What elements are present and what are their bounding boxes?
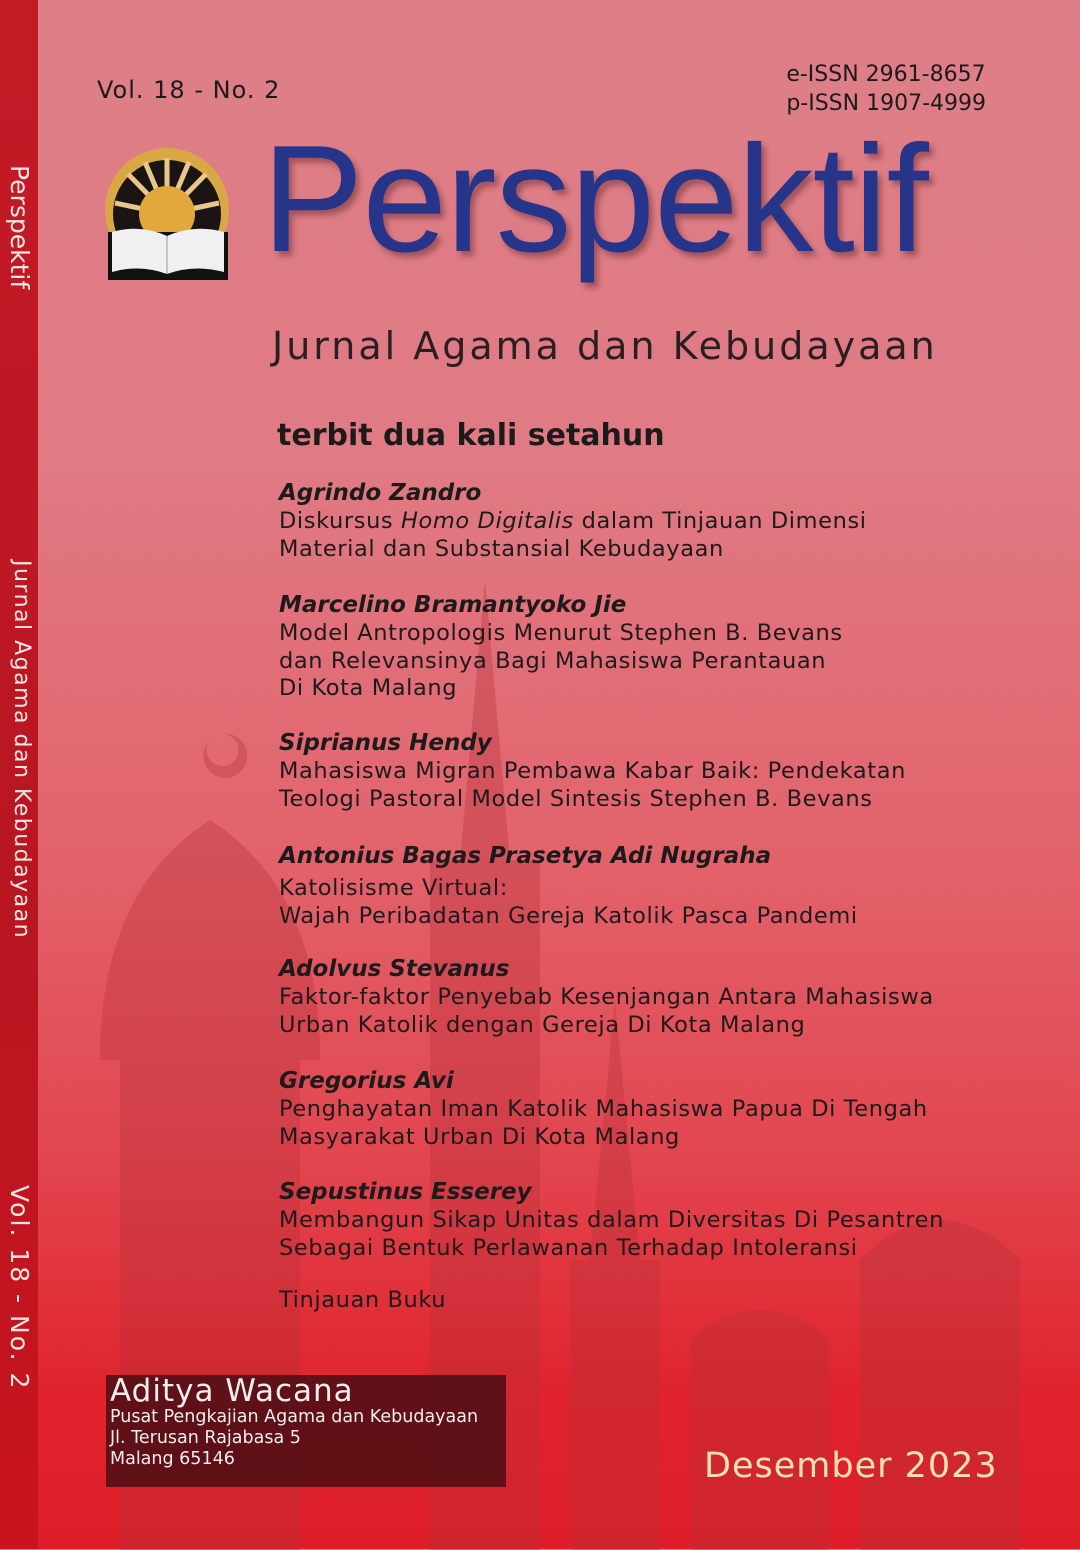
title-line: Wajah Peribadatan Gereja Katolik Pasca Pandemi: [279, 902, 858, 929]
issue-date: Desember 2023: [704, 1446, 998, 1486]
article-entry: [279, 954, 999, 1039]
volume-number: Vol. 18 - No. 2: [97, 76, 281, 104]
article-author: Adolvus Stevanus: [279, 956, 510, 982]
title-text: Material dan Substansial Kebudayaan: [279, 535, 724, 562]
publisher-address: Jl. Terusan Rajabasa 5: [110, 1428, 301, 1448]
journal-title: Perspektif: [262, 114, 928, 284]
title-line: Model Antropologis Menurut Stephen B. Bevans: [279, 620, 843, 646]
title-line: dan Relevansinya Bagi Mahasiswa Perantauan: [279, 647, 827, 674]
article-author: Sepustinus Esserey: [279, 1179, 532, 1205]
title-text: dalam Tinjauan Dimensi: [573, 508, 867, 534]
title-line: Sebagai Bentuk Perlawanan Terhadap Intoleransi: [279, 1234, 858, 1261]
article-entry: [279, 590, 999, 703]
article-entry: [279, 1066, 999, 1151]
eissn: e-ISSN 2961-8657: [786, 62, 986, 87]
article-title: [279, 875, 999, 930]
issn-block: [786, 60, 986, 118]
publication-frequency: terbit dua kali setahun: [277, 418, 665, 453]
publisher-box: [106, 1375, 506, 1487]
title-line: Faktor-faktor Penyebab Kesenjangan Antara Mahasiswa: [279, 984, 934, 1010]
spine-title: Perspektif: [5, 165, 34, 290]
publisher-city: Malang 65146: [110, 1449, 235, 1469]
title-line: Di Kota Malang: [279, 675, 458, 701]
title-line: Katolisisme Virtual:: [279, 875, 508, 901]
article-title: [279, 1096, 999, 1151]
article-title: [279, 620, 999, 703]
article-entry: [279, 1177, 999, 1262]
spine-volume: Vol. 18 - No. 2: [5, 1185, 34, 1391]
title-text: Diskursus: [279, 508, 402, 534]
spine-subtitle: Jurnal Agama dan Kebudayaan: [9, 560, 34, 940]
article-entry: [279, 478, 999, 563]
article-author: Antonius Bagas Prasetya Adi Nugraha: [279, 843, 772, 869]
title-line: Urban Katolik dengan Gereja Di Kota Malang: [279, 1011, 806, 1038]
spine: [0, 0, 38, 1549]
article-author: Gregorius Avi: [279, 1068, 454, 1094]
title-line: Masyarakat Urban Di Kota Malang: [279, 1123, 680, 1150]
article-title: [279, 758, 999, 813]
journal-logo-sun-book-icon: [100, 148, 235, 283]
publisher-name: Aditya Wacana: [110, 1373, 354, 1409]
article-title: [279, 984, 999, 1039]
article-title: [279, 1207, 999, 1262]
book-review-label: Tinjauan Buku: [279, 1287, 447, 1313]
article-title: [279, 508, 999, 563]
journal-subtitle: Jurnal Agama dan Kebudayaan: [272, 324, 938, 368]
title-line: Mahasiswa Migran Pembawa Kabar Baik: Pendekatan: [279, 758, 906, 784]
title-emphasis: Homo Digitalis: [401, 508, 574, 534]
article-entry: [279, 728, 999, 813]
title-line: Teologi Pastoral Model Sintesis Stephen B. Bevans: [279, 785, 873, 812]
pissn: p-ISSN 1907-4999: [786, 91, 986, 116]
article-author: Siprianus Hendy: [279, 730, 492, 756]
publisher-line: Pusat Pengkajian Agama dan Kebudayaan: [110, 1407, 479, 1427]
article-entry: [279, 841, 999, 930]
article-author: Marcelino Bramantyoko Jie: [279, 592, 627, 618]
article-author: Agrindo Zandro: [279, 480, 482, 506]
title-line: Membangun Sikap Unitas dalam Diversitas Di Pesantren: [279, 1207, 944, 1233]
title-line: Penghayatan Iman Katolik Mahasiswa Papua Di Tengah: [279, 1096, 928, 1122]
